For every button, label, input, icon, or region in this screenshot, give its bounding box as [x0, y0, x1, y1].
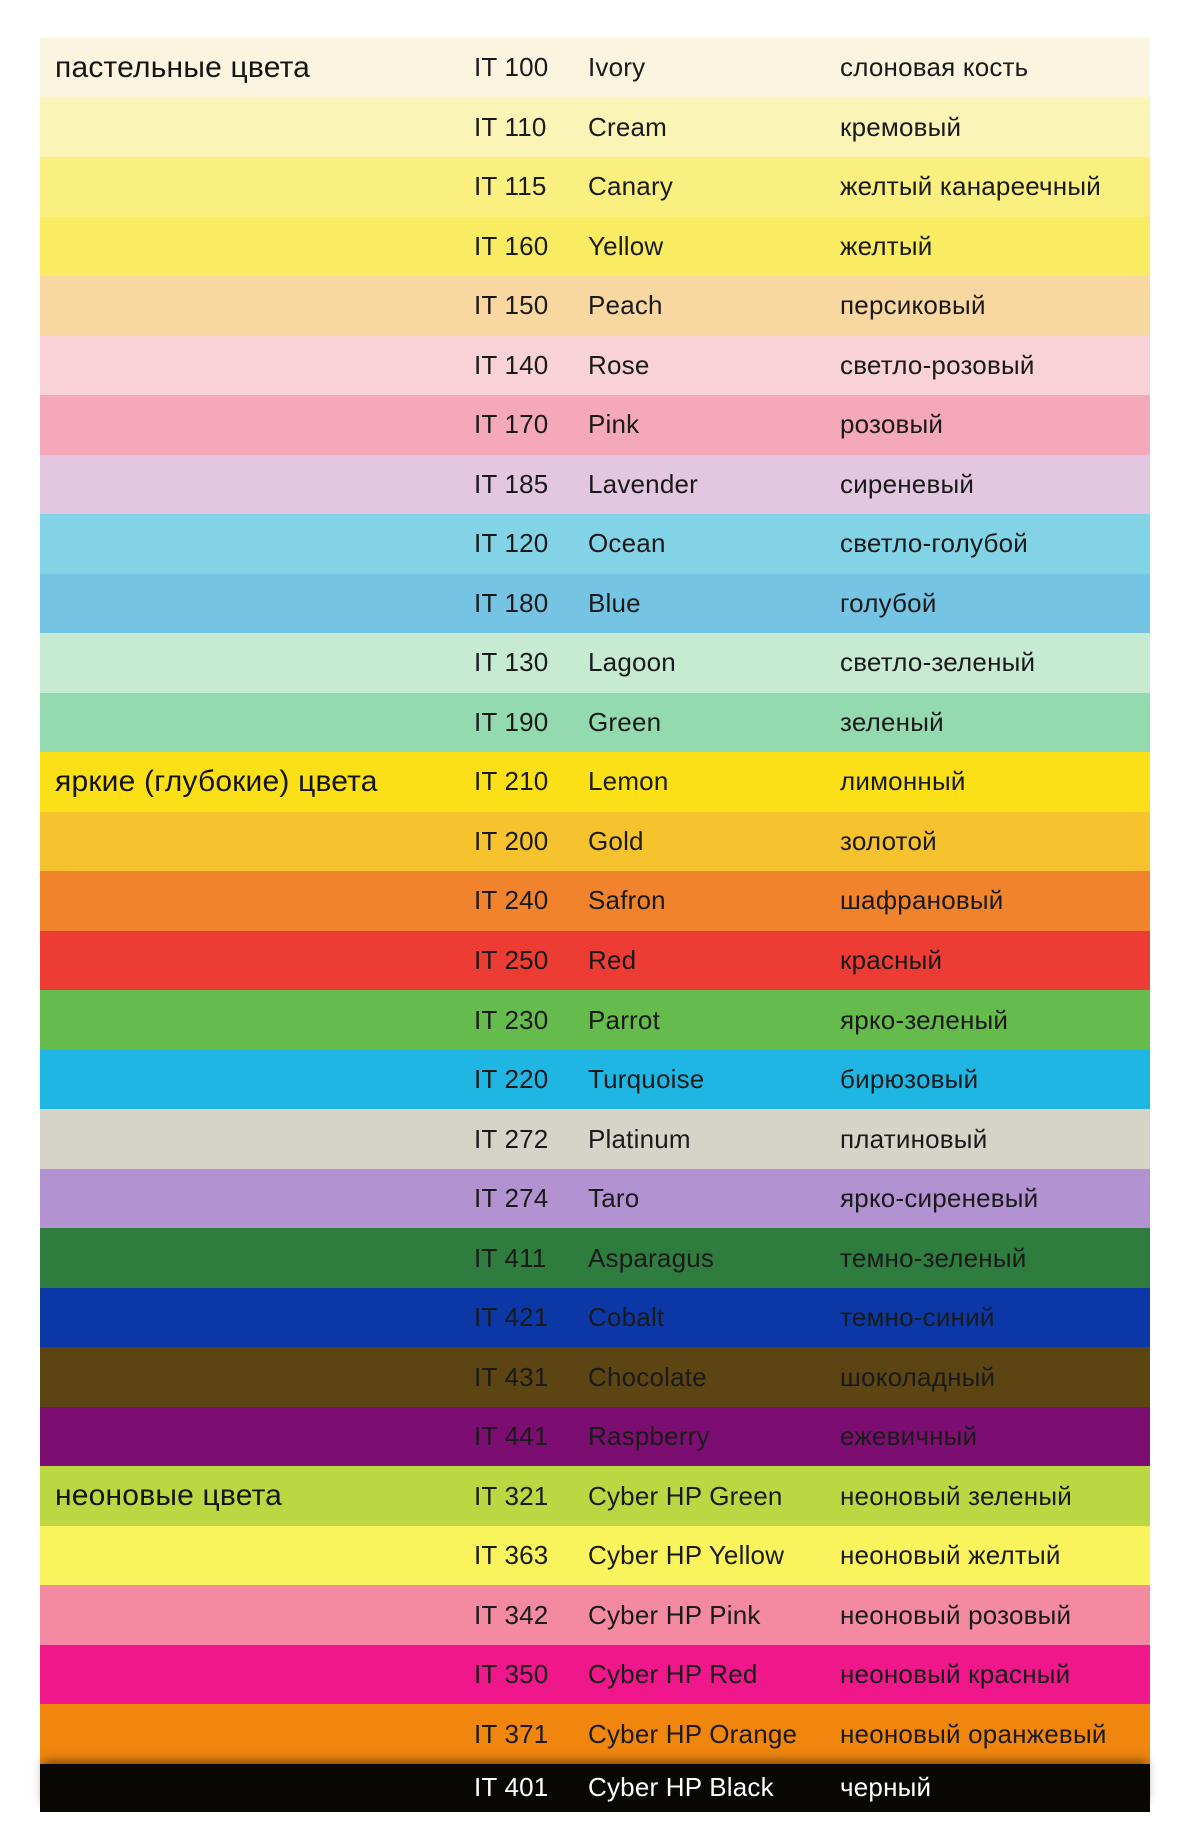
color-name-en: Taro: [588, 1183, 640, 1214]
color-name-ru: неоновый оранжевый: [840, 1718, 1107, 1749]
color-name-ru: розовый: [840, 409, 944, 440]
color-name-ru: ежевичный: [840, 1421, 978, 1452]
color-name-ru: неоновый красный: [840, 1659, 1071, 1690]
color-swatch-row: [40, 931, 1150, 991]
color-name-en: Canary: [588, 171, 674, 202]
color-code: IT 200: [474, 825, 549, 856]
color-name-en: Yellow: [588, 230, 664, 261]
color-swatch-row: [40, 1050, 1150, 1110]
color-swatch-row: [40, 336, 1150, 396]
color-code: IT 250: [474, 944, 549, 975]
color-code: IT 110: [474, 111, 547, 142]
color-name-ru: неоновый зеленый: [840, 1480, 1072, 1511]
color-swatch-row: [40, 574, 1150, 634]
color-name-ru: шоколадный: [840, 1361, 996, 1392]
color-code: IT 120: [474, 528, 549, 559]
color-swatch-row: [40, 1704, 1150, 1764]
color-code: IT 140: [474, 349, 549, 380]
color-name-en: Lavender: [588, 468, 699, 499]
color-name-en: Lagoon: [588, 647, 676, 678]
color-name-ru: темно-зеленый: [840, 1242, 1027, 1273]
color-name-en: Parrot: [588, 1004, 661, 1035]
color-code: IT 220: [474, 1064, 549, 1095]
section-header: яркие (глубокие) цвета: [55, 764, 378, 798]
color-swatch-row: [40, 1764, 1150, 1812]
color-code: IT 115: [474, 171, 547, 202]
color-name-en: Cyber HP Black: [588, 1772, 774, 1803]
color-name-en: Green: [588, 706, 662, 737]
color-name-en: Platinum: [588, 1123, 691, 1154]
color-name-en: Pink: [588, 409, 640, 440]
color-swatch-row: [40, 455, 1150, 515]
color-name-ru: неоновый желтый: [840, 1540, 1061, 1571]
color-name-ru: кремовый: [840, 111, 962, 142]
color-name-en: Cyber HP Green: [588, 1480, 783, 1511]
color-swatch-row: [40, 1288, 1150, 1348]
color-name-ru: шафрановый: [840, 885, 1004, 916]
color-name-en: Cream: [588, 111, 668, 142]
color-name-en: Cyber HP Red: [588, 1659, 758, 1690]
color-code: IT 130: [474, 647, 549, 678]
color-code: IT 160: [474, 230, 549, 261]
color-name-ru: ярко-сиреневый: [840, 1183, 1039, 1214]
color-name-ru: неоновый розовый: [840, 1599, 1072, 1630]
color-name-ru: сиреневый: [840, 468, 975, 499]
color-swatch-row: [40, 1169, 1150, 1229]
color-name-en: Cyber HP Pink: [588, 1599, 761, 1630]
color-name-ru: слоновая кость: [840, 52, 1029, 83]
color-swatch-row: [40, 752, 1150, 812]
color-name-en: Raspberry: [588, 1421, 710, 1452]
color-name-ru: голубой: [840, 587, 937, 618]
color-name-ru: желтый канареечный: [840, 171, 1101, 202]
color-name-en: Ocean: [588, 528, 666, 559]
color-name-en: Safron: [588, 885, 666, 916]
color-name-ru: ярко-зеленый: [840, 1004, 1009, 1035]
color-swatch-row: [40, 276, 1150, 336]
color-code: IT 421: [474, 1302, 549, 1333]
color-swatch-row: [40, 633, 1150, 693]
color-code: IT 363: [474, 1540, 549, 1571]
color-name-ru: платиновый: [840, 1123, 988, 1154]
color-swatch-row: [40, 1585, 1150, 1645]
color-code: IT 441: [474, 1421, 549, 1452]
color-name-en: Cyber HP Orange: [588, 1718, 798, 1749]
color-code: IT 180: [474, 587, 549, 618]
color-name-en: Cobalt: [588, 1302, 665, 1333]
color-swatch-row: [40, 871, 1150, 931]
color-swatch-row: [40, 395, 1150, 455]
color-name-en: Peach: [588, 290, 663, 321]
color-swatch-row: [40, 1526, 1150, 1586]
color-code: IT 321: [474, 1480, 549, 1511]
color-code: IT 185: [474, 468, 549, 499]
color-code: IT 431: [474, 1361, 549, 1392]
color-name-en: Asparagus: [588, 1242, 715, 1273]
color-code: IT 150: [474, 290, 549, 321]
color-swatch-row: [40, 812, 1150, 872]
color-swatch-row: [40, 1109, 1150, 1169]
color-swatch-row: [40, 157, 1150, 217]
color-swatch-row: [40, 38, 1150, 98]
color-name-ru: черный: [840, 1772, 932, 1803]
color-code: IT 230: [474, 1004, 549, 1035]
color-swatch-row: [40, 990, 1150, 1050]
color-name-ru: светло-зеленый: [840, 647, 1036, 678]
color-swatch-row: [40, 1407, 1150, 1467]
color-name-ru: бирюзовый: [840, 1064, 979, 1095]
color-chart-table: [40, 38, 1150, 1812]
color-name-en: Gold: [588, 825, 644, 856]
color-code: IT 411: [474, 1242, 547, 1273]
color-name-ru: светло-розовый: [840, 349, 1035, 380]
color-name-ru: лимонный: [840, 766, 966, 797]
color-code: IT 274: [474, 1183, 549, 1214]
color-code: IT 210: [474, 766, 549, 797]
color-name-en: Turquoise: [588, 1064, 705, 1095]
color-swatch-row: [40, 98, 1150, 158]
color-name-en: Red: [588, 944, 637, 975]
color-code: IT 190: [474, 706, 549, 737]
section-header: пастельные цвета: [55, 50, 311, 84]
color-name-en: Blue: [588, 587, 641, 618]
color-name-ru: золотой: [840, 825, 937, 856]
color-swatch-row: [40, 1228, 1150, 1288]
color-swatch-row: [40, 693, 1150, 753]
color-code: IT 371: [474, 1718, 549, 1749]
color-code: IT 170: [474, 409, 549, 440]
color-swatch-row: [40, 514, 1150, 574]
color-name-en: Chocolate: [588, 1361, 707, 1392]
color-name-ru: зеленый: [840, 706, 944, 737]
color-code: IT 342: [474, 1599, 549, 1630]
color-swatch-row: [40, 1466, 1150, 1526]
color-code: IT 350: [474, 1659, 549, 1690]
color-code: IT 401: [474, 1772, 549, 1803]
color-name-en: Rose: [588, 349, 650, 380]
color-name-ru: светло-голубой: [840, 528, 1028, 559]
color-name-ru: темно-синий: [840, 1302, 995, 1333]
color-name-en: Lemon: [588, 766, 669, 797]
color-code: IT 240: [474, 885, 549, 916]
color-name-en: Ivory: [588, 52, 646, 83]
color-name-ru: красный: [840, 944, 943, 975]
color-swatch-row: [40, 1645, 1150, 1705]
color-code: IT 272: [474, 1123, 549, 1154]
section-header: неоновые цвета: [55, 1479, 283, 1513]
color-name-ru: персиковый: [840, 290, 986, 321]
color-name-ru: желтый: [840, 230, 933, 261]
color-name-en: Cyber HP Yellow: [588, 1540, 785, 1571]
color-code: IT 100: [474, 52, 549, 83]
color-swatch-row: [40, 1347, 1150, 1407]
color-swatch-row: [40, 217, 1150, 277]
